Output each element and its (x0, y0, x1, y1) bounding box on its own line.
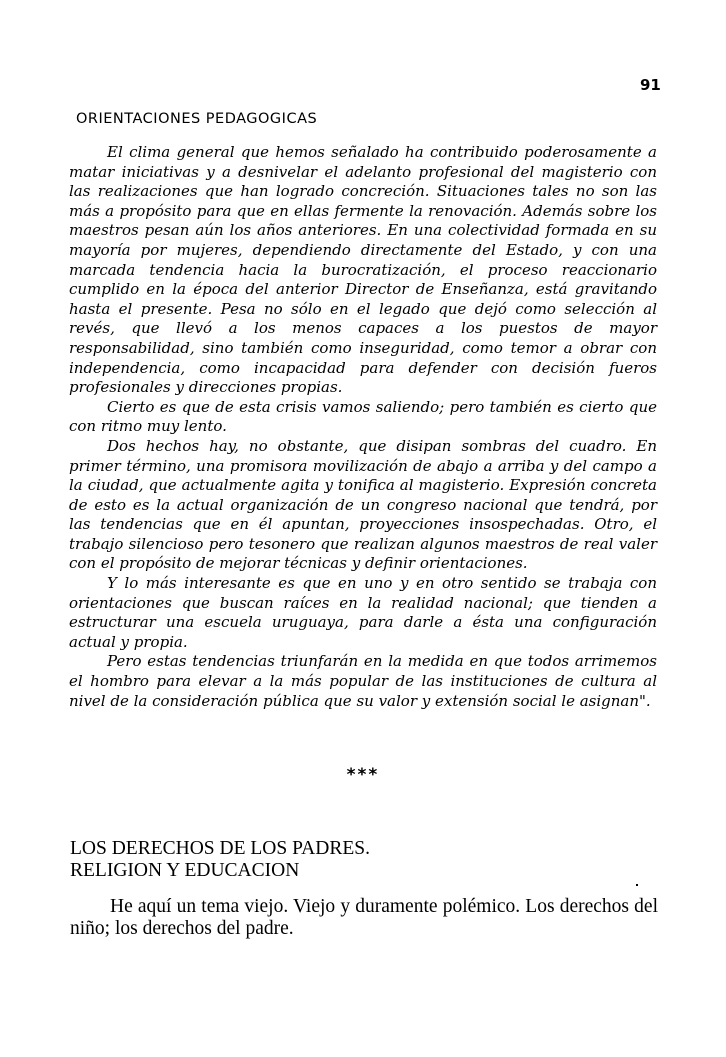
section-separator: *** (346, 765, 380, 785)
section-heading (70, 838, 370, 881)
page-number: 91 (640, 76, 661, 94)
section-heading-line: RELIGION Y EDUCACION (70, 859, 300, 881)
article-paragraph: Dos hechos hay, no obstante, que disipan sombras del cuadro. En primer término, una promisora movilización de abajo a arriba y del campo a la ciudad, que actualmente agita y tonifica al magisterio. Expresión concreta de esto es la actual organización de un congreso nacional que tendrá, por las tendencias que en él apuntan, proyecciones insospechadas. Otro, el trabajo silencioso pero tesonero que realizan algunos maestros de real valer con el propósito de mejorar técnicas y definir orientaciones. (69, 436, 657, 573)
print-speck (636, 884, 638, 886)
article-paragraph: Pero estas tendencias triunfarán en la medida en que todos arrimemos el hombro para elevar a la más popular de las instituciones de cultura al nivel de la consideración pública que su valor y extensión social le asignan". (69, 652, 657, 710)
running-head: ORIENTACIONES PEDAGOGICAS (76, 111, 318, 127)
article-paragraph: El clima general que hemos señalado ha contribuido poderosamente a matar iniciativas y a desnivelar el adelanto profesional del magisterio con las realizaciones que han logrado concreción. Situaciones tales no son las más a propósito para que en ellas fermente la renovación. Además sobre los maestros pesan aún los años anteriores. En una colectividad formada en su mayoría por mujeres, dependiendo directamente del Estado, y con una marcada tendencia hacia la burocratización, el proceso reaccionario cumplido en la época del anterior Director de Enseñanza, está gravitando hasta el presente. Pesa no sólo en el legado que dejó como selección al revés, que llevó a los menos capaces a los puestos de mayor responsabilidad, sino también como inseguridad, como temor a obrar con independencia, como incapacidad para defender con decisión fueros profesionales y direcciones propias. (69, 143, 657, 397)
section-body (70, 896, 658, 940)
article-paragraph: Cierto es que de esta crisis vamos saliendo; pero también es cierto que con ritmo muy lento. (69, 397, 657, 436)
section-paragraph: He aquí un tema viejo. Viejo y duramente polémico. Los derechos del niño; los derechos del padre. (70, 896, 658, 939)
article-paragraph: Y lo más interesante es que en uno y en otro sentido se trabaja con orientaciones que buscan raíces en la realidad nacional; que tienden a estructurar una escuela uruguaya, para darle a ésta una configuración actual y propia. (69, 574, 657, 651)
article-body (69, 143, 657, 711)
section-heading-line: LOS DERECHOS DE LOS PADRES. (70, 838, 370, 859)
